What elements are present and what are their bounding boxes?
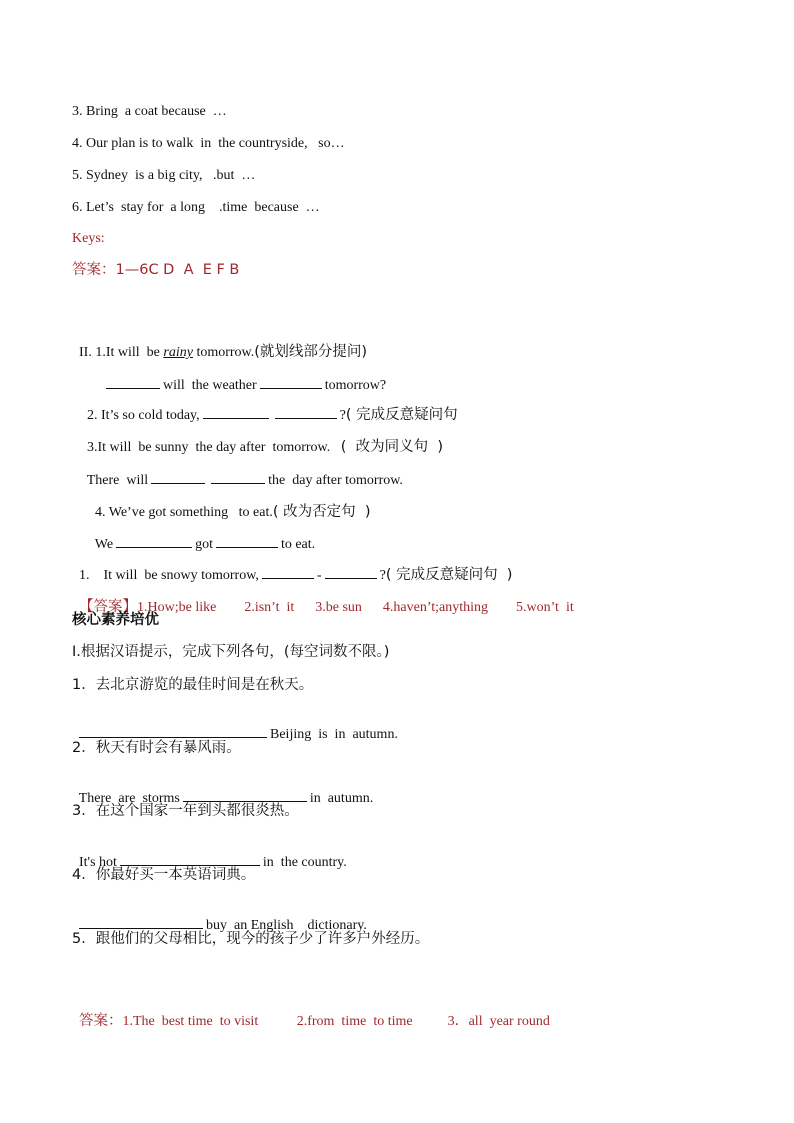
q5-instruction: ( 完成反意疑问句 ) — [385, 567, 513, 583]
answer-item: 3.be sun — [315, 600, 362, 615]
q2-instruction: ( 完成反意疑问句 — [345, 407, 458, 423]
q1-fill-end: tomorrow? — [324, 378, 387, 393]
answer-item: 2.from time to time — [296, 1014, 413, 1029]
item-4: 4. Our plan is to walk in the countryside, so… — [72, 136, 345, 151]
q1-instruction: (就划线部分提问) — [254, 344, 368, 360]
answer-item: 1.How;be like — [137, 600, 217, 615]
question-pre: It's hot — [79, 855, 117, 870]
section-instruction: I.根据汉语提示，完成下列各句，(每空词数不限。) — [72, 644, 390, 660]
item-5: 5. Sydney is a big city, .but … — [72, 168, 256, 183]
answer-blank[interactable] — [120, 853, 260, 866]
q5-number: 1. — [79, 568, 90, 583]
q1-prefix: II. 1.It will be — [79, 345, 164, 360]
item-6: 6. Let’s stay for a long .time because … — [72, 200, 320, 215]
section-answers — [72, 994, 550, 1031]
q3-fill-end: the day after tomorrow. — [268, 473, 403, 488]
q4-fill-start: We — [94, 537, 114, 552]
answer-blank[interactable] — [325, 566, 377, 579]
question-cn: 2．秋天有时会有暴风雨。 — [72, 740, 241, 756]
q1-suffix: tomorrow. — [192, 345, 255, 360]
question-post: buy an English dictionary. — [206, 918, 367, 933]
section-title: 核心素养培优 — [72, 612, 159, 628]
question-cn: 3．在这个国家一年到头都很炎热。 — [72, 803, 299, 819]
question-cn: 1．去北京游览的最佳时间是在秋天。 — [72, 677, 314, 693]
answer-blank[interactable] — [183, 789, 307, 802]
answer-item: 5.won’t it — [516, 600, 574, 615]
answer-item: 2.isn’t it — [244, 600, 295, 615]
part1-answer: 答案：1—6C D A E F B — [72, 262, 240, 278]
q4-fill-mid: got — [195, 537, 213, 552]
keys-label: Keys: — [72, 231, 105, 246]
q2-text: 2. It’s so cold today, — [87, 408, 200, 423]
item-3: 3. Bring a coat because … — [72, 104, 227, 119]
answer-blank[interactable] — [216, 535, 278, 548]
q2-question-mark: ? — [339, 408, 346, 423]
q3-text: 3.It will be sunny the day after tomorrow. — [87, 440, 331, 455]
question-post: in the country. — [262, 855, 347, 870]
q3-line — [80, 420, 443, 457]
answer-label: 答案： — [79, 1013, 123, 1029]
answer-blank[interactable] — [79, 725, 267, 738]
answer-blank[interactable] — [211, 471, 265, 484]
question-pre: There are storms — [78, 791, 180, 806]
q5-question-mark: ? — [379, 568, 386, 583]
answer-blank[interactable] — [262, 566, 314, 579]
answer-blank[interactable] — [151, 471, 205, 484]
q1-line — [72, 325, 367, 362]
q4-instruction: ( 改为否定句 ) — [272, 504, 371, 520]
q1-fill-mid: will the weather — [163, 378, 257, 393]
q5-text: It will be snowy tomorrow, — [103, 568, 259, 583]
answer-blank[interactable] — [79, 916, 203, 929]
question-cn: 5．跟他们的父母相比，现今的孩子少了许多户外经历。 — [72, 931, 430, 947]
q3-instruction: ( 改为同义句 ) — [340, 439, 444, 455]
answer-blank[interactable] — [116, 535, 192, 548]
answer-item: 4.haven’t;anything — [382, 600, 489, 615]
answer-blank[interactable] — [275, 406, 337, 419]
answer-label: 【答案】 — [79, 599, 137, 615]
question-cn: 4．你最好买一本英语词典。 — [72, 867, 256, 883]
q1-underlined-word: rainy — [163, 345, 193, 360]
answer-item: 3．all year round — [447, 1014, 550, 1029]
q4-fill-end: to eat. — [280, 537, 316, 552]
answer-blank[interactable] — [203, 406, 269, 419]
q3-fill-start: There will — [86, 473, 149, 488]
question-post: in autumn. — [309, 791, 374, 806]
answer-item: 1.The best time to visit — [122, 1014, 259, 1029]
question-post: Beijing is in autumn. — [270, 727, 398, 742]
q4-text: 4. We’ve got something to eat. — [95, 505, 273, 520]
q5-dash: - — [316, 568, 322, 583]
